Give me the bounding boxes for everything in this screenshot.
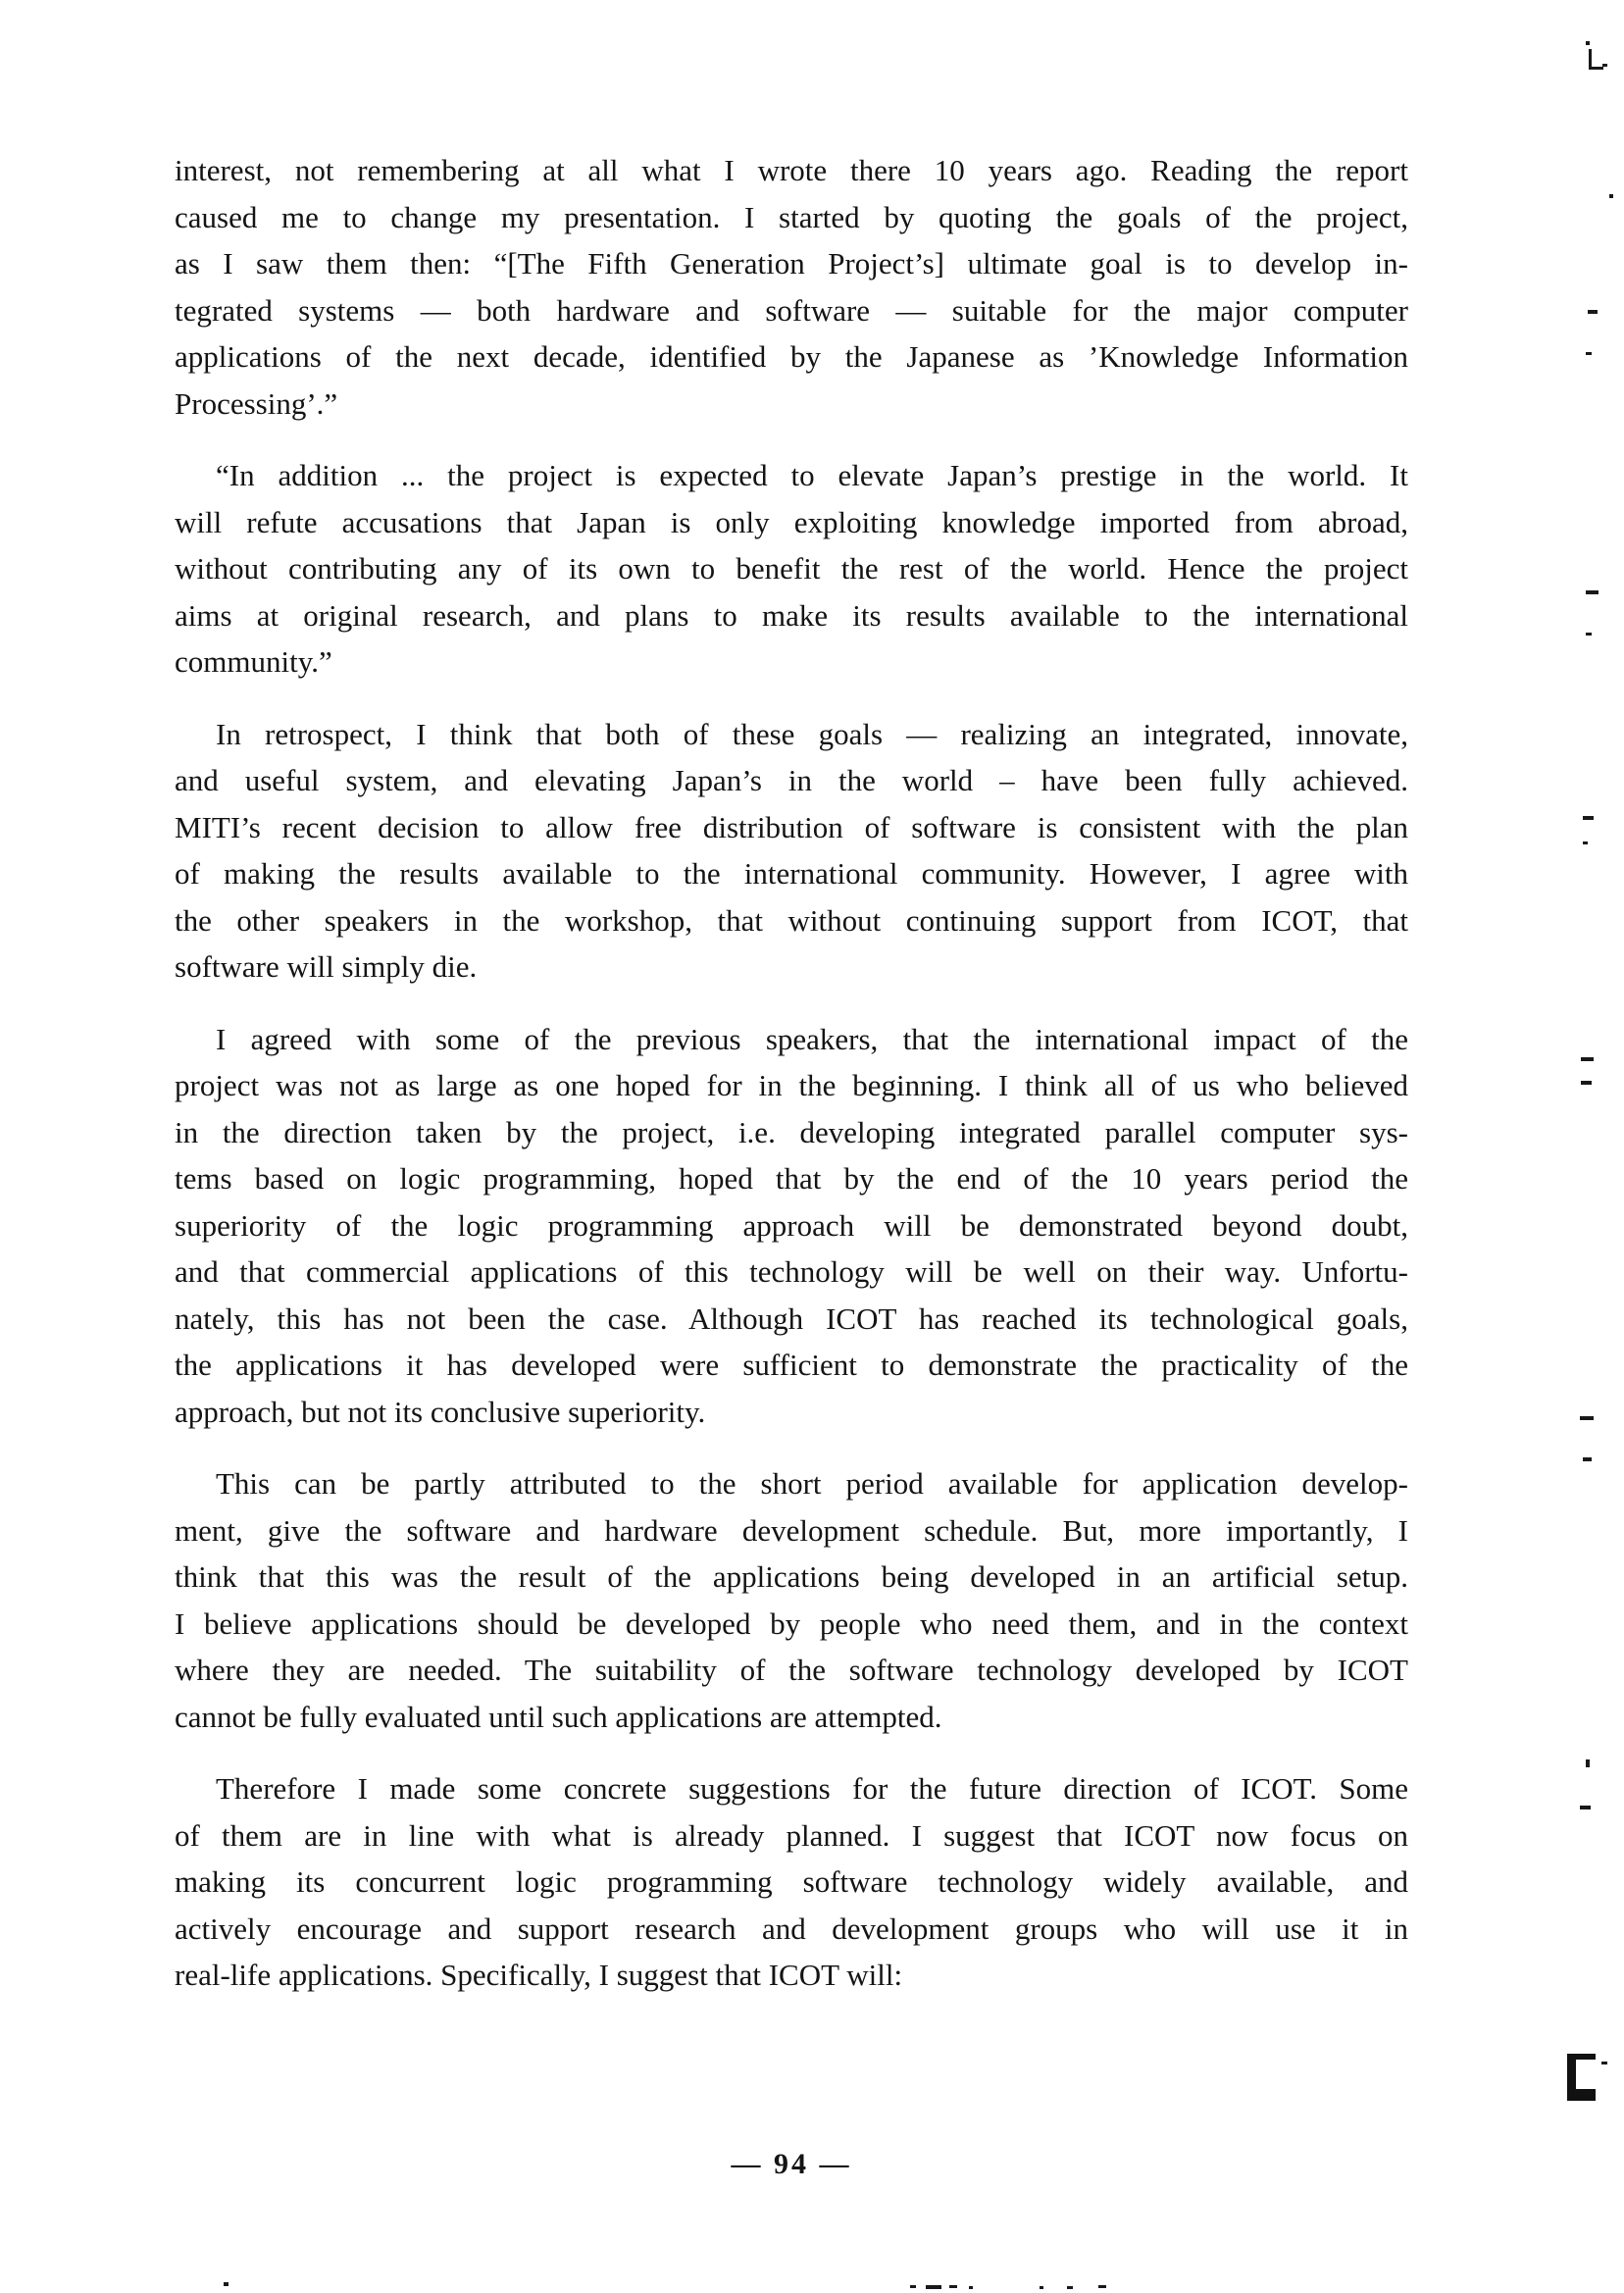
scan-artifact [224, 2282, 228, 2286]
text-line: project was not as large as one hoped for in the beginning. I think all of us who believed [175, 1068, 1408, 1102]
scan-artifact [1586, 1759, 1590, 1767]
text-line: and useful system, and elevating Japan’s in the world – have been fully achieved. [175, 763, 1408, 797]
text-line: the other speakers in the workshop, that without continuing support from ICOT, that [175, 902, 1408, 938]
text-line: applications of the next decade, identified by the Japanese as ’Knowledge Information [175, 339, 1408, 374]
text-line: where they are needed. The suitability of the software technology developed by ICOT [175, 1653, 1408, 1687]
text-line: caused me to change my presentation. I started by quoting the goals of the project, [175, 199, 1408, 234]
scan-artifact [949, 2285, 957, 2288]
scan-artifact [1583, 816, 1594, 820]
text-line: “In addition ... the project is expected to elevate Japan’s prestige in the world. It [216, 458, 1408, 492]
scan-artifact [1580, 1416, 1594, 1420]
text-line: real-life applications. Specifically, I suggest that ICOT will: [175, 1958, 903, 1992]
page-number: — 94 — [731, 2148, 852, 2180]
scan-artifact [1586, 41, 1590, 45]
text-line: interest, not remembering at all what I wrote there 10 years ago. Reading the report [175, 153, 1408, 187]
scan-artifact [1601, 2062, 1607, 2064]
text-line: Processing’.” [175, 385, 338, 421]
page-body [175, 147, 1408, 2024]
scan-artifact [1567, 2054, 1596, 2101]
text-line: community.” [175, 644, 332, 679]
text-line: Therefore I made some concrete suggestions for the future direction of ICOT. Some [216, 1771, 1408, 1806]
scan-artifact [1067, 2286, 1073, 2289]
text-line: In retrospect, I think that both of these goals — realizing an integrated, innovate, [216, 716, 1408, 751]
text-line: of them are in line with what is already planned. I suggest that ICOT now focus on [175, 1817, 1408, 1853]
text-line: as I saw them then: “[The Fifth Generation Project’s] ultimate goal is to develop in- [175, 246, 1408, 280]
scan-artifact [1040, 2286, 1043, 2289]
text-line: This can be partly attributed to the short period available for application develop- [216, 1466, 1408, 1501]
scan-artifact [1581, 1057, 1594, 1061]
text-line: nately, this has not been the case. Although ICOT has reached its technological goals, [175, 1300, 1408, 1336]
text-line: tegrated systems — both hardware and software — suitable for the major computer [175, 292, 1408, 328]
text-line: software will simply die. [175, 949, 478, 984]
scan-artifact [1580, 1806, 1591, 1809]
text-line: cannot be fully evaluated until such applications are attempted. [175, 1699, 942, 1734]
scan-artifact [1583, 841, 1588, 844]
paragraph [175, 452, 1408, 686]
scan-artifact [1583, 1457, 1592, 1461]
paragraph [175, 711, 1408, 991]
scan-artifact [969, 2286, 973, 2289]
text-line: approach, but not its conclusive superiority. [175, 1394, 706, 1429]
scan-artifact [1581, 1081, 1592, 1085]
scan-artifact [1586, 352, 1592, 355]
text-line: the applications it has developed were sufficient to demonstrate the practicality of the [175, 1348, 1408, 1382]
text-line: I agreed with some of the previous speakers, that the international impact of the [216, 1021, 1408, 1056]
text-line: without contributing any of its own to benefit the rest of the world. Hence the project [175, 551, 1408, 586]
scan-artifact [1098, 2285, 1106, 2288]
text-line: think that this was the result of the applications being developed in an artificial setup. [175, 1559, 1408, 1594]
paragraph [175, 1460, 1408, 1740]
text-line: I believe applications should be developed by people who need them, and in the context [175, 1605, 1408, 1641]
text-line: making its concurrent logic programming software technology widely available, and [175, 1864, 1408, 1899]
paragraph [175, 1765, 1408, 1999]
scan-artifact [926, 2285, 941, 2289]
text-line: ment, give the software and hardware development schedule. But, more importantly, I [175, 1512, 1408, 1548]
scan-artifact [1586, 633, 1592, 636]
scan-artifact [1588, 310, 1598, 314]
text-line: and that commercial applications of this technology will be well on their way. Unfortu- [175, 1254, 1408, 1289]
scan-artifact [1609, 194, 1613, 198]
scan-artifact [1589, 49, 1603, 70]
text-line: in the direction taken by the project, i.e. developing integrated parallel computer sys- [175, 1114, 1408, 1149]
text-line: actively encourage and support research and development groups who will use it in [175, 1911, 1408, 1946]
text-line: MITI’s recent decision to allow free distribution of software is consistent with the plan [175, 809, 1408, 844]
paragraph [175, 1016, 1408, 1436]
text-line: of making the results available to the international community. However, I agree with [175, 856, 1408, 891]
text-line: aims at original research, and plans to make its results available to the international [175, 597, 1408, 633]
paragraph [175, 147, 1408, 427]
text-line: tems based on logic programming, hoped that by the end of the 10 years period the [175, 1161, 1408, 1196]
scan-artifact [1602, 64, 1607, 67]
scan-artifact [1586, 590, 1599, 594]
scan-artifact [910, 2285, 916, 2288]
text-line: superiority of the logic programming approach will be demonstrated beyond doubt, [175, 1207, 1408, 1243]
text-line: will refute accusations that Japan is only exploiting knowledge imported from abroad, [175, 504, 1408, 539]
